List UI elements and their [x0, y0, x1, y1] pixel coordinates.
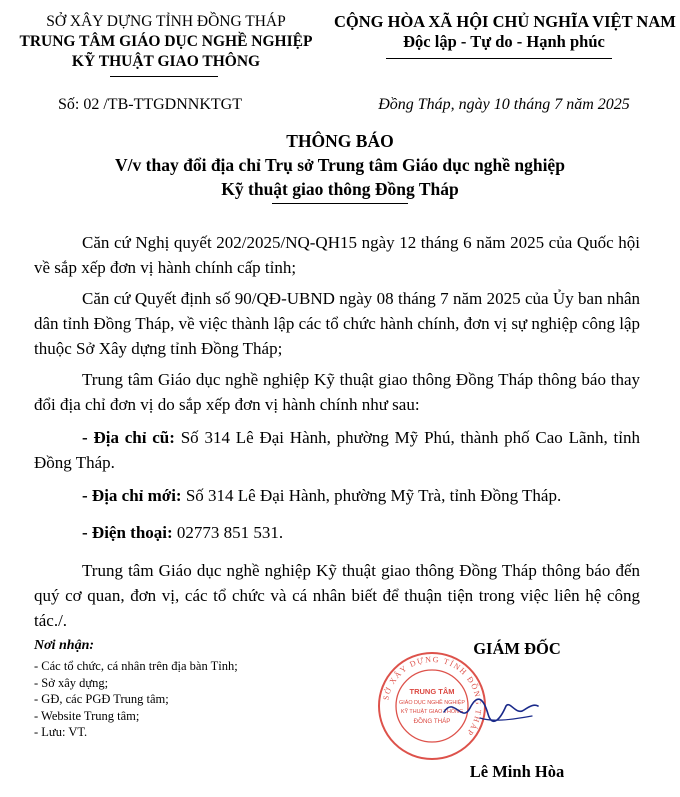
recipient-item: - Các tổ chức, cá nhân trên địa bàn Tỉnh; — [34, 659, 238, 673]
legal-basis-paragraph-2: Căn cứ Quyết định số 90/QĐ-UBND ngày 08 tháng 7 năm 2025 của Ủy ban nhân dân tỉnh Đồng Tháp, về việc thành lập các tổ chức hành chính, đơn vị sự nghiệp công lập thuộc Sở Xây dựng tỉnh Đồng Tháp; — [34, 289, 640, 358]
old-address-label: - Địa chỉ cũ: — [82, 428, 175, 447]
signer-position: GIÁM ĐỐC — [473, 639, 561, 658]
svg-text:TRUNG TÂM: TRUNG TÂM — [409, 687, 455, 696]
old-address-item — [34, 425, 640, 475]
recipient-item: - Sở xây dựng; — [34, 675, 109, 690]
document-subject-line-2: Kỹ thuật giao thông Đồng Tháp — [221, 179, 459, 199]
svg-text:ĐỒNG THÁP: ĐỒNG THÁP — [413, 718, 451, 725]
document-subject-line-1: V/v thay đổi địa chỉ Trụ sở Trung tâm Giáo dục nghề nghiệp — [115, 155, 565, 175]
announcement-paragraph: Trung tâm Giáo dục nghề nghiệp Kỹ thuật giao thông Đồng Tháp thông báo thay đổi địa chỉ đơn vị do sắp xếp đơn vị hành chính như sau: — [34, 370, 640, 414]
document-number: Số: 02 /TB-TTGDNNKTGT — [58, 96, 242, 113]
signer-name: Lê Minh Hòa — [469, 762, 565, 781]
new-address-label: - Địa chỉ mới: — [82, 486, 182, 505]
recipients-list — [34, 658, 238, 741]
recipient-item: - Website Trung tâm; — [34, 708, 140, 723]
svg-text:SỞ XÂY DỰNG TỈNH ĐỒNG THÁP: SỞ XÂY DỰNG TỈNH ĐỒNG THÁP — [381, 654, 484, 739]
national-motto: Độc lập - Tự do - Hạnh phúc — [403, 32, 605, 51]
phone-item — [34, 520, 640, 545]
parent-organization: SỞ XÂY DỰNG TỈNH ĐỒNG THÁP — [46, 13, 286, 30]
organization-name-line-1: TRUNG TÂM GIÁO DỤC NGHỀ NGHIỆP — [19, 33, 313, 50]
closing-paragraph: Trung tâm Giáo dục nghề nghiệp Kỹ thuật giao thông Đồng Tháp thông báo đến quý cơ quan, đơn vị, các tổ chức và cá nhân biết để thuận tiện trong việc liên hệ công tác./. — [34, 561, 640, 630]
recipients-title: Nơi nhận: — [34, 638, 95, 653]
title-underline — [272, 203, 408, 204]
organization-underline — [110, 76, 218, 77]
motto-underline — [386, 58, 612, 59]
svg-text:KỸ THUẬT GIAO THÔNG: KỸ THUẬT GIAO THÔNG — [400, 709, 464, 715]
document-title: THÔNG BÁO — [286, 131, 394, 151]
old-address-value: Số 314 Lê Đại Hành, phường Mỹ Phú, thành phố Cao Lãnh, tỉnh Đồng Tháp. — [34, 428, 640, 472]
document-date: Đồng Tháp, ngày 10 tháng 7 năm 2025 — [378, 96, 630, 113]
handwritten-signature — [440, 690, 540, 730]
svg-text:GIÁO DỤC NGHỀ NGHIỆP: GIÁO DỤC NGHỀ NGHIỆP — [399, 700, 465, 706]
phone-label: - Điện thoại: — [82, 523, 173, 542]
recipient-item: - Lưu: VT. — [34, 725, 88, 739]
legal-basis-paragraph-1: Căn cứ Nghị quyết 202/2025/NQ-QH15 ngày 12 tháng 6 năm 2025 của Quốc hội về sắp xếp đơn vị hành chính cấp tỉnh; — [34, 233, 640, 277]
phone-value: 02773 851 531. — [172, 523, 284, 542]
new-address-item — [34, 483, 640, 508]
recipient-item: - GĐ, các PGĐ Trung tâm; — [34, 692, 169, 706]
national-header — [334, 12, 674, 52]
issuing-organization — [8, 12, 324, 72]
new-address-value: Số 314 Lê Đại Hành, phường Mỹ Trà, tỉnh Đồng Tháp. — [181, 486, 562, 505]
country-name: CỘNG HÒA XÃ HỘI CHỦ NGHĨA VIỆT NAM — [334, 12, 676, 31]
organization-name-line-2: KỸ THUẬT GIAO THÔNG — [71, 53, 261, 70]
